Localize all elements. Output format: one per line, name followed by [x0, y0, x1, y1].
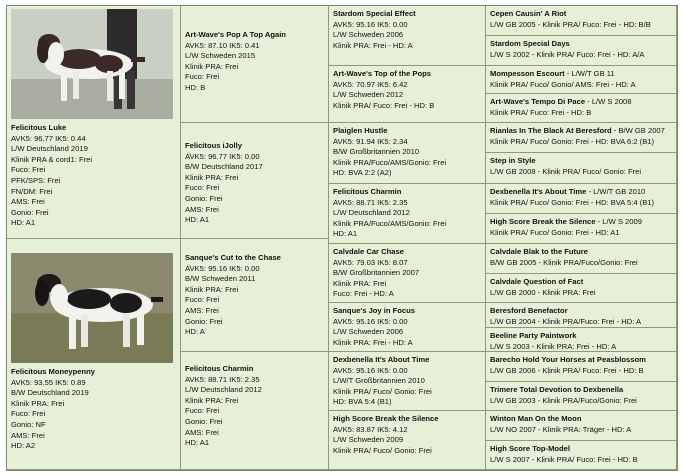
dog-info-line: AMS: Frei	[11, 430, 45, 440]
gg-grandparent-cell	[486, 411, 677, 441]
great-grandparent-cell	[329, 303, 486, 352]
dog-info-line: HD: B	[185, 82, 206, 92]
dog-info-line: Gonio: Frei	[185, 416, 223, 426]
dog-info-line: AVK5: 91.94 IK5: 2.34	[333, 136, 408, 146]
grandparent-cell	[181, 123, 329, 239]
dog-info-line: HD: A2	[11, 441, 36, 451]
gg-grandparent-cell	[486, 328, 677, 352]
great-grandparent-cell	[329, 244, 486, 303]
dog-info-line: Klinik PRA: Frei - HD: A	[333, 337, 413, 347]
sire-photo	[11, 9, 173, 119]
dog-info-line: Klinik PRA/ Fuco/ Gonio: Frei	[333, 445, 432, 455]
great-grandparent-cell	[329, 411, 486, 470]
dog-info-line: HD: A1	[185, 215, 210, 225]
dog-info-line: AVK5: 87.10 IK5: 0.41	[185, 40, 260, 50]
great-grandparent-cell	[329, 184, 486, 244]
dog-title-suffix: - L/W S 2008	[585, 97, 632, 106]
dog-info-line: L/W Deutschland 2019	[11, 144, 88, 154]
dog-name: Calvdale Car Chase	[333, 247, 404, 256]
dog-info-line: Klinik PRA: Frei	[333, 278, 387, 288]
dog-info-line: B/W Deutschland 2019	[11, 388, 89, 398]
dog-name: Trimere Total Devotion to Dexbenella	[490, 385, 624, 394]
dog-name: Calvdale Question of Fact	[490, 277, 584, 286]
dog-info-line: AVK5: 95.16 IK5: 0.00	[333, 365, 408, 375]
dog-info-line: B/W Deutschland 2017	[185, 162, 263, 172]
gg-grandparent-cell	[486, 214, 677, 244]
dam-photo	[11, 253, 173, 363]
dog-info-line: AMS: Frei	[11, 197, 45, 207]
dog-name: Cepen Causin' A Riot	[490, 9, 567, 18]
dog-info-line: L/W S 2003 - Klinik PRA: Frei - HD: A	[490, 341, 617, 351]
dog-info-line: Fuco: Frei - HD: A	[333, 289, 394, 299]
dog-info-line: Gonio: Frei	[11, 207, 49, 217]
dog-info-line: B/W GB 2005 - Klinik PRA/Fuco/Gonio: Frei	[490, 257, 638, 267]
gg-grandparent-cell	[486, 94, 677, 123]
gg-grandparent-cell	[486, 441, 677, 470]
dog-info-line: L/W Schweden 2015	[185, 51, 256, 61]
dog-info-line: L/W Schweden 2012	[333, 90, 404, 100]
dog-info-line: Fuco: Frei	[185, 72, 220, 82]
parent-dam-cell	[7, 239, 181, 470]
dog-info-line: AVK5: 96.77 IK5: 0.00	[185, 151, 260, 161]
gg-grandparent-cell	[486, 352, 677, 382]
dog-title-suffix: - L/W/T GB 11	[564, 69, 615, 78]
dog-title-suffix: - L/W S 2009	[595, 217, 642, 226]
dog-name: Step in Style	[490, 156, 536, 165]
dog-info-line: Klinik PRA: Frei	[185, 61, 239, 71]
dog-info-line: Klinik PRA & cord1: Frei	[11, 154, 93, 164]
dog-info-line: B/W Großbritannien 2010	[333, 147, 420, 157]
dog-name: Stardom Special Days	[490, 39, 570, 48]
dog-info-line: Fuco: Frei	[11, 409, 46, 419]
dog-info-line: Klinik PRA: Frei	[185, 172, 239, 182]
dog-name: Beresford Benefactor	[490, 306, 568, 315]
gg-grandparent-cell	[486, 123, 677, 153]
dog-name: Dexbenella It's About Time	[490, 187, 587, 196]
parent-sire-cell	[7, 6, 181, 239]
dog-info-line: L/W Schweden 2006	[333, 327, 404, 337]
dog-info-line: Gonio: Frei	[185, 193, 223, 203]
dog-info-line: L/W GB 2004 - Klinik PRA/Fuco: Frei - HD: A	[490, 316, 642, 326]
dog-name: Art-Wave's Top of the Pops	[333, 69, 431, 78]
dog-name: Barecho Hold Your Horses at Peasblossom	[490, 355, 646, 364]
gg-grandparent-cell	[486, 6, 677, 36]
dog-info-line: B/W Großbritannien 2007	[333, 268, 420, 278]
gg-grandparent-cell	[486, 274, 677, 303]
dog-name: Mompesson Escourt	[490, 69, 565, 78]
dog-name: Plaiglen Hustle	[333, 126, 388, 135]
dog-name: Art-Wave's Pop A Top Again	[185, 30, 286, 39]
dog-info-line: L/W GB 2005 - Klinik PRA/ Fuco: Frei - HD: B/B	[490, 19, 651, 29]
dog-info-line: L/W Deutschland 2012	[333, 208, 410, 218]
dog-info-line: Fuco: Frei	[11, 165, 46, 175]
dog-info-line: AMS: Frei	[185, 204, 219, 214]
dog-info-line: L/W/T Großbritannien 2010	[333, 376, 425, 386]
dog-info-line: Gonio: Frei	[185, 316, 223, 326]
gg-grandparent-cell	[486, 36, 677, 66]
dog-info-line: L/W NO 2007 - Klinik PRA: Träger - HD: A	[490, 424, 632, 434]
dog-title-suffix: - L/W/T GB 2010	[586, 187, 646, 196]
dog-info-line: AVK5: 79.03 IK5: 8.07	[333, 257, 408, 267]
gg-grandparent-cell	[486, 244, 677, 274]
dog-title-suffix: - B/W GB 2007	[611, 126, 665, 135]
dog-info-line: AVK5: 95.16 IK5: 0.00	[333, 316, 408, 326]
dog-name: Dexbenella It's About Time	[333, 355, 430, 364]
dog-info-line: L/W Schweden 2009	[333, 435, 404, 445]
dog-info-line: HD: A1	[333, 229, 358, 239]
dog-name: Winton Man On the Moon	[490, 414, 582, 423]
dog-name: Calvdale Blak to the Future	[490, 247, 588, 256]
dog-info-line: AVK5: 96.77 IK5: 0.44	[11, 133, 86, 143]
dog-name: Beeline Party Paintwork	[490, 331, 577, 340]
dog-name: High Score Top-Model	[490, 444, 571, 453]
dog-info-line: Klinik PRA: Frei	[185, 395, 239, 405]
gg-grandparent-cell	[486, 184, 677, 214]
dog-info-line: L/W S 2007 - Klinik PRA/ Fuco: Frei - HD: B	[490, 454, 638, 464]
dog-name: Felicitous Luke	[11, 123, 67, 132]
grandparent-cell	[181, 239, 329, 352]
dog-name: High Score Break the Silence	[333, 414, 439, 423]
dog-info-line: AMS: Frei	[185, 427, 219, 437]
dog-name: Rianlas In The Black At Beresford	[490, 126, 612, 135]
dog-info-line: AVK5: 83.87 IK5: 4.12	[333, 424, 408, 434]
dog-info-line: L/W S 2002 - Klinik PRA/ Fuco: Frei - HD: A/A	[490, 49, 645, 59]
springer-spaniel-standing-with-handler-photo	[11, 9, 173, 119]
dog-info-line: HD: BVA 5:4 (B1)	[333, 397, 392, 407]
dog-info-line: AVK5: 88.71 IK5: 2.35	[185, 374, 260, 384]
dog-info-line: L/W Schweden 2006	[333, 30, 404, 40]
dog-info-line: AVK5: 70.97 IK5: 6.42	[333, 79, 408, 89]
dog-info-line: Klinik PRA: Frei	[11, 398, 65, 408]
great-grandparent-cell	[329, 66, 486, 123]
dog-info-line: HD: BVA 2:2 (A2)	[333, 168, 392, 178]
dog-info-line: AVK5: 95.16 IK5: 0.00	[333, 19, 408, 29]
dog-info-line: L/W GB 2000 - Klinik PRA: Frei	[490, 287, 596, 297]
gg-grandparent-cell	[486, 66, 677, 94]
dog-info-line: AVK5: 93.55 IK5: 0.89	[11, 377, 86, 387]
grandparent-cell	[181, 352, 329, 470]
dog-name: Stardom Special Effect	[333, 9, 416, 18]
dog-info-line: AVK5: 95.16 IK5: 0.00	[185, 263, 260, 273]
dog-name: Sanque's Joy in Focus	[333, 306, 415, 315]
dog-info-line: L/W GB 2008 - Klinik PRA/ Fuco/ Gonio: Frei	[490, 166, 642, 176]
dog-info-line: HD: A1	[11, 218, 36, 228]
dog-info-line: L/W GB 2006 - Klinik PRA/ Fuco: Frei - HD: B	[490, 365, 644, 375]
dog-info-line: HD: A1	[185, 438, 210, 448]
dog-name: Felicitous Moneypenny	[11, 367, 95, 376]
dog-name: Felicitous Charmin	[185, 364, 254, 373]
dog-info-line: Fuco: Frei	[185, 406, 220, 416]
dog-info-line: Klinik PRA/ Fuco/ Gonio/ AMS: Frei - HD: A	[490, 79, 636, 89]
dog-name: Felicitous Charmin	[333, 187, 402, 196]
pedigree-table	[6, 5, 678, 471]
gg-grandparent-cell	[486, 382, 677, 411]
dog-info-line: B/W Schweden 2011	[185, 274, 256, 284]
dog-name: Art-Wave's Tempo Di Pace	[490, 97, 586, 106]
dog-info-line: Klinik PRA/ Fuco/ Gonio: Frei - HD: A1	[490, 227, 620, 237]
great-grandparent-cell	[329, 123, 486, 184]
dog-info-line: Fuco: Frei	[185, 295, 220, 305]
dog-info-line: Klinik PRA/Fuco/AMS/Gonio: Frei	[333, 157, 447, 167]
dog-info-line: Gonio: NF	[11, 419, 46, 429]
great-grandparent-cell	[329, 6, 486, 66]
dog-info-line: Klinik PRA/ Fuco/ Gonio: Frei - HD: BVA 5:4 (B1)	[490, 197, 655, 207]
dog-info-line: HD: A	[185, 327, 205, 337]
dog-info-line: L/W GB 2003 - Klinik PRA/Fuco/Gonio: Frei	[490, 395, 637, 405]
dog-info-line: Klinik PRA/ Fuco/ Gonio: Frei	[333, 386, 432, 396]
dog-name: Sanque's Cut to the Chase	[185, 253, 281, 262]
dog-name: High Score Break the Silence	[490, 217, 596, 226]
dog-info-line: Klinik PRA: Frei	[185, 284, 239, 294]
gg-grandparent-cell	[486, 303, 677, 328]
dog-info-line: AVK5: 88.71 IK5: 2.35	[333, 197, 408, 207]
dog-info-line: Klinik PRA/Fuco/AMS/Gonio: Frei	[333, 218, 447, 228]
dog-info-line: FN/DM: Frei	[11, 186, 53, 196]
dog-info-line: PFK/SPS: Frei	[11, 175, 61, 185]
dog-name: Felicitous iJolly	[185, 141, 242, 150]
grandparent-cell	[181, 6, 329, 123]
dog-info-line: Klinik PRA/ Fuco/ Gonio: Frei - HD: BVA 6:2 (B1)	[490, 136, 655, 146]
gg-grandparent-cell	[486, 153, 677, 184]
great-grandparent-cell	[329, 352, 486, 411]
dog-info-line: Fuco: Frei	[185, 183, 220, 193]
springer-spaniel-standing-on-grass-photo	[11, 253, 173, 363]
dog-info-line: AMS: Frei	[185, 305, 219, 315]
dog-info-line: Klinik PRA: Frei - HD: A	[333, 40, 413, 50]
dog-info-line: Klinik PRA/ Fuco: Frei - HD: B	[490, 107, 592, 117]
dog-info-line: Klinik PRA/ Fuco: Frei - HD: B	[333, 100, 435, 110]
dog-info-line: L/W Deutschland 2012	[185, 385, 262, 395]
